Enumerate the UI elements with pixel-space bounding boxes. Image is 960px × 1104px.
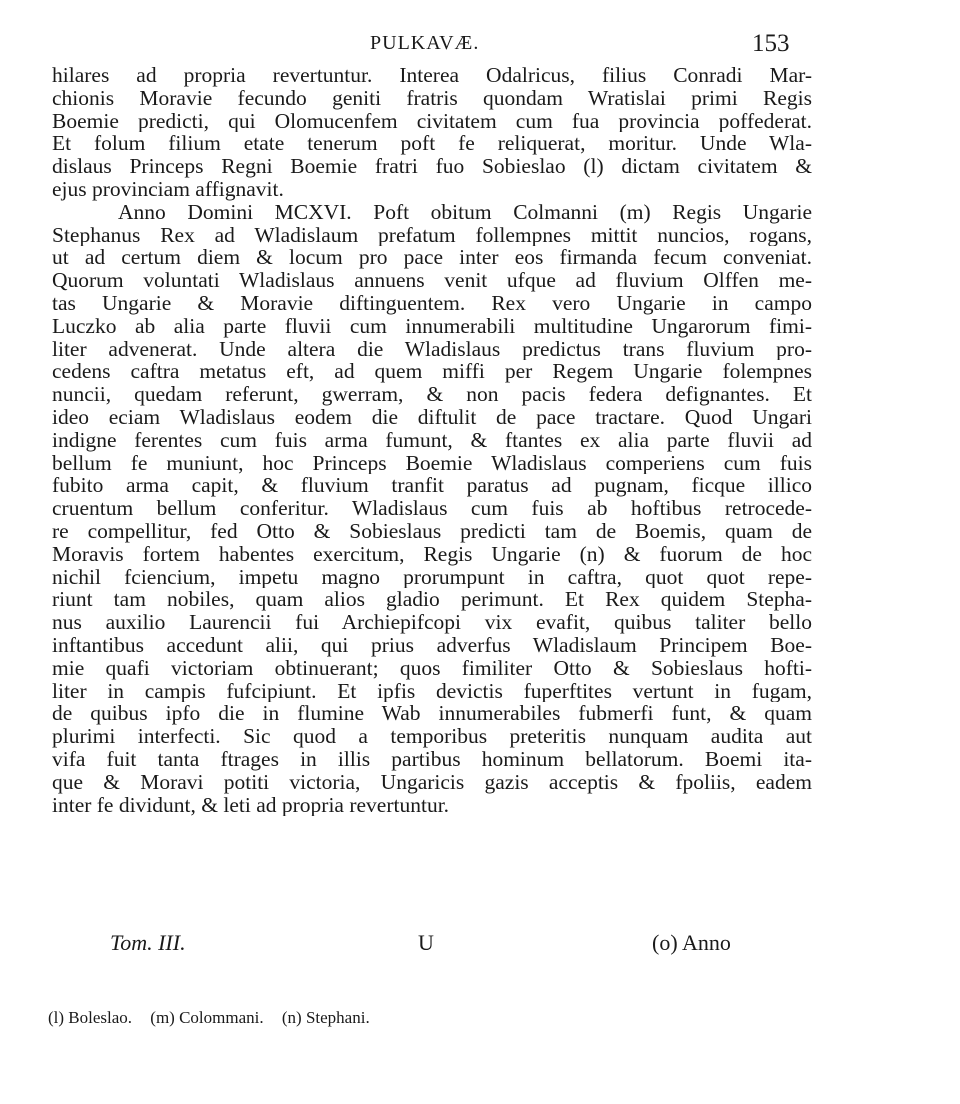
text-line: Anno Domini MCXVI. Poft obitum Colmanni (m) Regis Ungarie <box>118 200 812 224</box>
text-line: nuncii, quedam referunt, gwerram, & non pacis federa defignantes. Et <box>52 383 812 406</box>
text-line: fubito arma capit, & fluvium tranfit paratus ad pugnam, ficque illico <box>52 474 812 498</box>
text-line: cedens caftra metatus eft, ad quem miffi per Regem Ungarie folempnes <box>52 360 812 384</box>
body-text <box>52 64 812 816</box>
text-line: tas Ungarie & Moravie diftinguentem. Rex vero Ungarie in campo <box>52 291 812 315</box>
text-line: Stephanus Rex ad Wladislaum prefatum follempnes mittit nuncios, rogans, <box>52 223 812 247</box>
page-header <box>0 30 960 62</box>
text-line: Quorum voluntati Wladislaus annuens venit ufque ad fluvium Olffen me- <box>52 269 812 292</box>
text-line: ut ad certum diem & locum pro pace inter eos firmanda fecum conveniat. <box>52 246 812 270</box>
text-line: Boemie predicti, qui Olomucenfem civitatem cum fua provincia poffederat. <box>52 109 812 133</box>
text-line: ideo eciam Wladislaus eodem die diftulit de pace tractare. Quod Ungari <box>52 405 812 429</box>
text-line: indigne ferentes cum fuis arma fumunt, & ftantes ex alia parte fluvii ad <box>52 428 812 452</box>
signature-mark: U <box>418 930 434 955</box>
text-line: vifa fuit tanta ftrages in illis partibus hominum bellatorum. Boemi ita- <box>52 747 812 771</box>
text-line: liter advenerat. Unde altera die Wladislaus predictus trans fluvium pro- <box>52 337 812 361</box>
footnotes <box>48 1008 748 1028</box>
text-line: liter in campis fufcipiunt. Et ipfis devictis fuperftites vertunt in fugam, <box>52 679 812 703</box>
text-line: riunt tam nobiles, quam alios gladio perimunt. Et Rex quidem Stepha- <box>52 588 812 612</box>
text-line: hilares ad propria revertuntur. Interea Odalricus, filius Conradi Mar- <box>52 64 812 87</box>
text-line: de quibus ipfo die in flumine Wab innumerabiles fubmerfi funt, & quam <box>52 702 812 726</box>
text-line: Moravis fortem habentes exercitum, Regis Ungarie (n) & fuorum de hoc <box>52 542 812 566</box>
volume-mark: Tom. III. <box>110 930 186 955</box>
running-head: PULKAVÆ. <box>370 32 480 54</box>
text-line: mie quafi victoriam obtinuerant; quos fimiliter Otto & Sobieslaus hofti- <box>52 656 812 680</box>
text-line: nichil fciencium, impetu magno prorumpunt in caftra, quot quot repe- <box>52 565 812 589</box>
text-line: re compellitur, fed Otto & Sobieslaus predicti tam de Boemis, quam de <box>52 519 812 543</box>
text-line: que & Moravi potiti victoria, Ungaricis gazis acceptis & fpoliis, eadem <box>52 770 812 794</box>
catchline <box>52 930 812 960</box>
text-line: Et folum filium etate tenerum poft fe reliquerat, moritur. Unde Wla- <box>52 132 812 156</box>
text-line: bellum fe muniunt, hoc Princeps Boemie Wladislaus comperiens cum fuis <box>52 451 812 475</box>
text-line: Luczko ab alia parte fluvii cum innumerabili multitudine Ungarorum fimi- <box>52 314 812 338</box>
text-line: dislaus Princeps Regni Boemie fratri fuo Sobieslao (l) dictam civitatem & <box>52 155 812 178</box>
text-line: inter fe dividunt, & leti ad propria revertuntur. <box>52 793 450 817</box>
footnote: (l) Boleslao. <box>48 1008 133 1027</box>
text-line: cruentum bellum conferitur. Wladislaus cum fuis ab hoftibus retrocede- <box>52 497 812 520</box>
text-line: nus auxilio Laurencii fui Archiepifcopi vix evafit, quibus taliter bello <box>52 611 812 634</box>
footnote: (n) Stephani. <box>281 1008 370 1027</box>
catchword: (o) Anno <box>652 930 731 955</box>
text-line: chionis Moravie fecundo geniti fratris quondam Wratislai primi Regis <box>52 86 812 110</box>
page-number: 153 <box>752 30 790 57</box>
text-line: ejus provinciam affignavit. <box>52 177 284 201</box>
footnote: (m) Colommani. <box>150 1008 264 1027</box>
text-line: inftantibus accedunt alii, qui prius adverfus Wladislaum Principem Boe- <box>52 633 812 657</box>
text-line: plurimi interfecti. Sic quod a temporibus preteritis nunquam audita aut <box>52 725 812 748</box>
